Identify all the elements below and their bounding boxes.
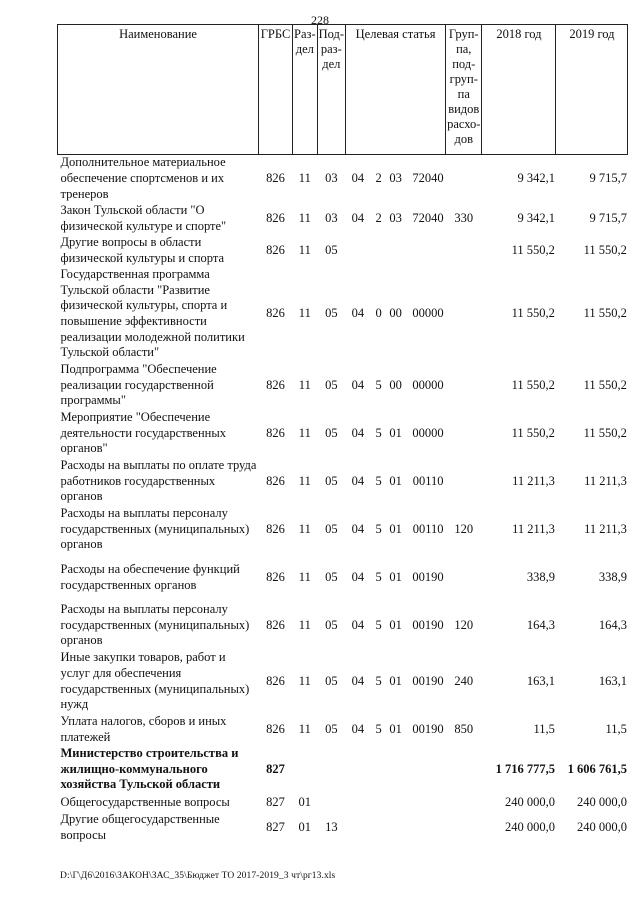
table-row — [58, 203, 628, 235]
row-podrazdel: 05 — [325, 721, 338, 736]
table-row — [58, 714, 628, 746]
row-group — [446, 458, 482, 506]
target-part-t3: 01 — [389, 521, 402, 536]
row-grbs: 827 — [266, 794, 285, 809]
row-group: 240 — [454, 673, 474, 688]
target-part-t1: 04 — [351, 521, 365, 536]
header-name: Наименование — [58, 25, 259, 155]
row-grbs: 826 — [266, 425, 285, 440]
row-group — [446, 362, 482, 410]
table-row — [58, 267, 628, 362]
row-amount-2019: 9 715,7 — [589, 170, 627, 185]
table-row — [58, 650, 628, 714]
target-part-t3: 03 — [389, 210, 402, 225]
row-razdel: 01 — [298, 794, 312, 809]
target-part-t4: 00190 — [412, 673, 444, 688]
row-name: Расходы на обеспечение функций государственных органов — [60, 561, 240, 592]
row-name: Иные закупки товаров, работ и услуг для обеспечения государственных (муниципальных) нужд — [60, 650, 250, 712]
row-grbs: 826 — [266, 377, 285, 392]
target-part-t2: 5 — [375, 521, 382, 536]
target-part-t3: 01 — [389, 617, 402, 632]
row-podrazdel: 05 — [325, 617, 338, 632]
budget-table — [57, 24, 628, 844]
row-razdel: 11 — [298, 673, 311, 688]
row-amount-2019: 11 550,2 — [583, 306, 627, 321]
target-part-t3: 03 — [389, 170, 402, 185]
row-grbs: 826 — [266, 673, 285, 688]
row-amount-2018: 164,3 — [526, 617, 555, 632]
row-amount-2018: 11 550,2 — [511, 377, 555, 392]
row-podrazdel: 05 — [325, 425, 338, 440]
row-group — [446, 812, 482, 844]
row-amount-2019: 9 715,7 — [589, 210, 627, 225]
target-part-t1: 04 — [351, 673, 365, 688]
target-part-t2: 5 — [375, 721, 382, 736]
target-part-t2: 5 — [375, 673, 382, 688]
row-razdel: 11 — [298, 569, 311, 584]
file-path-footer: D:\Г\Д6\2016\ЗАКОН\ЗАС_35\Бюджет ТО 2017-2019_3 чт\рг13.xls — [60, 871, 336, 881]
row-grbs: 826 — [266, 210, 285, 225]
row-amount-2018: 338,9 — [526, 569, 555, 584]
row-target-article — [346, 794, 446, 812]
header-group: Груп-па, под-груп-па видов расхо-дов — [446, 25, 482, 155]
target-part-t1: 04 — [351, 721, 365, 736]
row-group — [446, 155, 482, 203]
row-razdel: 11 — [298, 377, 311, 392]
row-amount-2018: 11 550,2 — [511, 425, 555, 440]
table-row — [58, 362, 628, 410]
row-name: Дополнительное материальное обеспечение спортсменов и их тренеров — [60, 155, 226, 201]
row-grbs: 826 — [266, 242, 285, 257]
row-razdel: 11 — [298, 242, 311, 257]
row-name: Государственная программа Тульской области "Развитие физической культуры, спорта и повышение эффективности реализации молодежной политики Тульской области" — [60, 267, 245, 360]
row-amount-2019: 11 550,2 — [583, 377, 627, 392]
row-amount-2019: 240 000,0 — [576, 819, 627, 834]
row-group: 120 — [454, 521, 474, 536]
row-target-article — [346, 410, 446, 458]
target-part-t2: 5 — [375, 617, 382, 632]
row-podrazdel: 05 — [325, 569, 338, 584]
row-amount-2019: 163,1 — [598, 673, 627, 688]
row-group: 330 — [454, 210, 474, 225]
target-part-t2: 2 — [375, 170, 382, 185]
target-part-t4: 00110 — [412, 521, 444, 536]
row-podrazdel — [317, 746, 345, 794]
target-part-t1: 04 — [351, 170, 365, 185]
row-name: Уплата налогов, сборов и иных платежей — [60, 713, 227, 744]
row-target-article — [346, 458, 446, 506]
header-podrazdel: Под-раз-дел — [317, 25, 345, 155]
row-amount-2019: 1 606 761,5 — [567, 761, 627, 776]
target-part-t3: 01 — [389, 721, 402, 736]
row-razdel: 11 — [298, 617, 311, 632]
row-name: Другие общегосударственные вопросы — [60, 811, 220, 842]
row-podrazdel: 05 — [325, 242, 338, 257]
target-part-t1: 04 — [351, 473, 365, 488]
row-grbs: 826 — [266, 617, 285, 632]
row-razdel: 11 — [298, 170, 311, 185]
row-razdel: 11 — [298, 425, 311, 440]
target-part-t2: 5 — [375, 425, 382, 440]
target-part-t4: 00000 — [412, 425, 444, 440]
target-part-t1: 04 — [351, 569, 365, 584]
table-row — [58, 794, 628, 812]
row-razdel: 01 — [298, 819, 312, 834]
row-amount-2019: 11 550,2 — [583, 425, 627, 440]
row-group: 850 — [454, 721, 474, 736]
target-part-t4: 00110 — [412, 473, 444, 488]
target-part-t2: 5 — [375, 569, 382, 584]
row-target-article — [346, 812, 446, 844]
row-target-article — [346, 714, 446, 746]
row-amount-2018: 11 211,3 — [512, 521, 555, 536]
header-2019: 2019 год — [556, 25, 628, 155]
row-razdel: 11 — [298, 210, 311, 225]
row-name: Министерство строительства и жилищно-коммунального хозяйства Тульской области — [60, 746, 239, 792]
table-row — [58, 235, 628, 267]
target-part-t3: 01 — [389, 569, 402, 584]
target-part-t4: 00000 — [412, 377, 444, 392]
row-podrazdel: 13 — [325, 819, 338, 834]
header-target: Целевая статья — [346, 25, 446, 155]
row-podrazdel — [317, 794, 345, 812]
row-amount-2018: 240 000,0 — [504, 819, 555, 834]
target-part-t4: 72040 — [412, 170, 444, 185]
target-part-t4: 72040 — [412, 210, 444, 225]
page-number: 228 — [311, 13, 329, 27]
row-name: Общегосударственные вопросы — [60, 794, 230, 809]
row-amount-2018: 11 550,2 — [511, 242, 555, 257]
row-target-article — [346, 746, 446, 794]
row-podrazdel: 03 — [325, 170, 338, 185]
row-name: Расходы на выплаты по оплате труда работников государственных органов — [60, 458, 257, 504]
table-row — [58, 602, 628, 650]
row-amount-2019: 338,9 — [598, 569, 627, 584]
row-amount-2018: 163,1 — [526, 673, 555, 688]
row-target-article — [346, 155, 446, 203]
row-amount-2019: 11 211,3 — [584, 473, 627, 488]
row-name: Другие вопросы в области физической культуры и спорта — [60, 234, 225, 265]
row-grbs: 826 — [266, 521, 285, 536]
row-amount-2019: 240 000,0 — [576, 794, 627, 809]
row-amount-2019: 164,3 — [598, 617, 627, 632]
row-podrazdel: 03 — [325, 210, 338, 225]
row-target-article — [346, 235, 446, 267]
table-row — [58, 812, 628, 844]
target-part-t3: 00 — [389, 377, 402, 392]
row-podrazdel: 05 — [325, 521, 338, 536]
row-amount-2018: 1 716 777,5 — [495, 761, 555, 776]
target-part-t3: 00 — [389, 306, 402, 321]
row-amount-2019: 11,5 — [605, 721, 627, 736]
row-group — [446, 746, 482, 794]
row-amount-2018: 9 342,1 — [517, 170, 555, 185]
row-name: Мероприятие "Обеспечение деятельности государственных органов" — [60, 410, 226, 456]
table-row — [58, 410, 628, 458]
row-target-article — [346, 362, 446, 410]
row-grbs: 826 — [266, 721, 285, 736]
table-row — [58, 554, 628, 602]
row-podrazdel: 05 — [325, 473, 338, 488]
table-body — [58, 155, 628, 844]
row-group — [446, 410, 482, 458]
row-amount-2018: 11 211,3 — [512, 473, 555, 488]
target-part-t2: 5 — [375, 377, 382, 392]
row-amount-2018: 11,5 — [533, 721, 555, 736]
row-razdel: 11 — [298, 306, 311, 321]
header-grbs: ГРБС — [259, 25, 293, 155]
row-amount-2019: 11 211,3 — [584, 521, 627, 536]
row-target-article — [346, 267, 446, 362]
row-grbs: 826 — [266, 170, 285, 185]
row-target-article — [346, 554, 446, 602]
header-2018: 2018 год — [482, 25, 556, 155]
target-part-t3: 01 — [389, 425, 402, 440]
target-part-t3: 01 — [389, 473, 402, 488]
row-name: Закон Тульской области "О физической культуре и спорте" — [60, 202, 227, 233]
target-part-t2: 2 — [375, 210, 382, 225]
table-row — [58, 506, 628, 554]
row-grbs: 826 — [266, 473, 285, 488]
target-part-t1: 04 — [351, 306, 365, 321]
row-razdel: 11 — [298, 721, 311, 736]
row-group: 120 — [454, 617, 474, 632]
target-part-t4: 00190 — [412, 617, 444, 632]
target-part-t2: 5 — [375, 473, 382, 488]
table-row — [58, 746, 628, 794]
row-target-article — [346, 506, 446, 554]
row-amount-2019: 11 550,2 — [583, 242, 627, 257]
row-razdel: 11 — [298, 521, 311, 536]
row-group — [446, 554, 482, 602]
target-part-t4: 00000 — [412, 306, 444, 321]
table-header-row — [58, 25, 628, 155]
target-part-t1: 04 — [351, 377, 365, 392]
row-target-article — [346, 650, 446, 714]
target-part-t1: 04 — [351, 617, 365, 632]
table-row — [58, 155, 628, 203]
row-grbs: 827 — [266, 819, 285, 834]
row-grbs: 826 — [266, 306, 285, 321]
row-target-article — [346, 602, 446, 650]
row-razdel: 11 — [298, 473, 311, 488]
target-part-t4: 00190 — [412, 721, 444, 736]
row-amount-2018: 9 342,1 — [517, 210, 555, 225]
row-podrazdel: 05 — [325, 377, 338, 392]
row-target-article — [346, 203, 446, 235]
target-part-t3: 01 — [389, 673, 402, 688]
row-podrazdel: 05 — [325, 306, 338, 321]
target-part-t1: 04 — [351, 210, 365, 225]
row-name: Подпрограмма "Обеспечение реализации государственной программы" — [60, 362, 217, 408]
row-grbs: 827 — [266, 761, 285, 776]
row-name: Расходы на выплаты персоналу государственных (муниципальных) органов — [60, 506, 250, 552]
row-podrazdel: 05 — [325, 673, 338, 688]
row-group — [446, 267, 482, 362]
target-part-t1: 04 — [351, 425, 365, 440]
target-part-t2: 0 — [375, 306, 382, 321]
row-name: Расходы на выплаты персоналу государственных (муниципальных) органов — [60, 602, 250, 648]
header-razdel: Раз-дел — [293, 25, 318, 155]
row-razdel — [293, 746, 318, 794]
row-grbs: 826 — [266, 569, 285, 584]
row-group — [446, 794, 482, 812]
target-part-t4: 00190 — [412, 569, 444, 584]
row-group — [446, 235, 482, 267]
row-amount-2018: 11 550,2 — [511, 306, 555, 321]
row-amount-2018: 240 000,0 — [504, 794, 555, 809]
table-row — [58, 458, 628, 506]
